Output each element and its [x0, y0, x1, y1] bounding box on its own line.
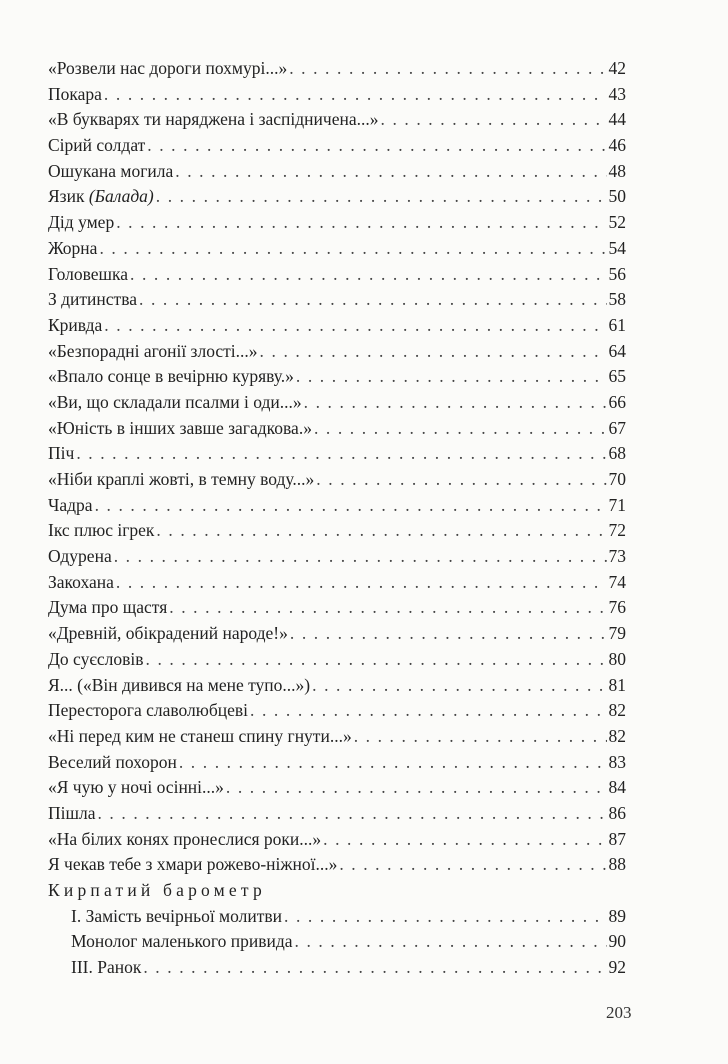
toc-entry — [48, 852, 626, 878]
toc-entry-title — [48, 262, 128, 288]
toc-entry — [48, 467, 626, 493]
toc-page-number: 82 — [608, 700, 626, 721]
toc-page-number: 46 — [608, 135, 626, 156]
toc-entry — [48, 56, 626, 82]
dot-leader — [97, 801, 606, 827]
toc-page-number: 56 — [608, 263, 626, 284]
toc-entry-title-text: «Впало сонце в вечірню куряву.» — [48, 366, 294, 387]
toc-entry-title — [48, 133, 145, 159]
toc-entry — [48, 262, 626, 288]
dot-leader — [354, 724, 607, 750]
toc-page-number: 89 — [608, 905, 626, 926]
dot-leader — [381, 107, 607, 133]
section-list — [48, 904, 626, 981]
toc-entry-title-text: Головешка — [48, 263, 128, 284]
toc-entry — [48, 673, 626, 699]
dot-leader — [104, 313, 606, 339]
toc-page-number: 65 — [608, 366, 626, 387]
table-of-contents — [48, 56, 626, 981]
toc-page-number: 70 — [608, 469, 626, 489]
toc-entry-title-text: «На білих конях пронеслися роки...» — [48, 828, 322, 849]
toc-entry-title — [48, 107, 379, 133]
dot-leader — [304, 390, 607, 416]
toc-page-number: 73 — [608, 546, 626, 567]
toc-entry-title — [48, 750, 177, 776]
toc-page-number: 61 — [608, 314, 626, 335]
toc-page-number: 50 — [608, 186, 626, 207]
toc-entry-title-text: До суєсловів — [48, 648, 144, 669]
toc-entry — [48, 82, 626, 108]
toc-entry-title — [48, 621, 288, 647]
toc-entry-title — [48, 647, 144, 673]
toc-entry-title-text: Одурена — [48, 546, 112, 567]
toc-entry-title-text: Дід умер — [48, 212, 115, 233]
toc-page-number: 90 — [608, 931, 626, 952]
toc-entry-title-text: З дитинства — [48, 289, 138, 310]
toc-page-number: 68 — [608, 443, 626, 464]
toc-entry-title-text: «Древній, обікрадений народе!» — [48, 623, 288, 644]
toc-page-number: 67 — [608, 417, 626, 438]
toc-page-number: 86 — [608, 802, 626, 823]
toc-entry-title — [71, 904, 282, 930]
toc-page-number: 79 — [608, 623, 626, 644]
toc-entry-title — [48, 827, 321, 853]
toc-entry-title-text: «Розвели нас дороги похмурі...» — [48, 58, 288, 78]
dot-leader — [116, 210, 606, 236]
dot-leader — [284, 904, 606, 930]
toc-entry-title-text: «Безпорадні агонії злості...» — [48, 340, 258, 361]
toc-entry-title-italic: (Балада) — [88, 186, 154, 207]
dot-leader — [250, 698, 606, 724]
toc-entry — [48, 518, 626, 544]
toc-page-number: 71 — [608, 494, 626, 515]
dot-leader — [323, 827, 606, 853]
toc-entry-title — [48, 159, 173, 185]
toc-page-number: 84 — [608, 777, 626, 798]
toc-entry — [48, 775, 626, 801]
toc-entry-title — [48, 416, 312, 442]
toc-entry-title — [48, 339, 258, 365]
toc-entry-title — [48, 184, 154, 210]
toc-entry — [48, 364, 626, 390]
toc-entry — [48, 724, 626, 750]
toc-entry-title — [48, 390, 302, 416]
dot-leader — [146, 647, 607, 673]
toc-entry-title-text: «В букварях ти наряджена і заспідничена...» — [48, 109, 379, 130]
dot-leader — [95, 493, 607, 519]
dot-leader — [316, 467, 606, 493]
dot-leader — [114, 544, 607, 570]
toc-page-number: 44 — [608, 109, 626, 130]
toc-entry-title — [48, 518, 154, 544]
toc-entry-title — [71, 929, 293, 955]
toc-entry-title-text: «Юність в інших завше загадкова.» — [48, 417, 312, 438]
toc-subentry — [48, 955, 626, 981]
toc-entry — [48, 750, 626, 776]
toc-entry-title — [48, 673, 310, 699]
toc-entry-title-text: Язик — [48, 186, 85, 207]
toc-entry-title-text: Монолог маленького привида — [71, 931, 293, 952]
toc-entry — [48, 827, 626, 853]
dot-leader — [290, 621, 607, 647]
toc-entry-title — [48, 852, 337, 878]
dot-leader — [339, 852, 606, 878]
toc-page-number: 42 — [608, 58, 626, 78]
toc-page-number: 48 — [608, 160, 626, 181]
toc-entry-title — [48, 595, 167, 621]
toc-entry-title-text: Чадра — [48, 494, 93, 515]
toc-entry-title — [48, 724, 352, 750]
toc-entry — [48, 493, 626, 519]
toc-page-number: 74 — [608, 571, 626, 592]
toc-entry — [48, 107, 626, 133]
toc-entry — [48, 287, 626, 313]
toc-entry-title-text: Кривда — [48, 314, 103, 335]
toc-list — [48, 56, 626, 878]
toc-entry — [48, 210, 626, 236]
dot-leader — [104, 82, 607, 108]
toc-page-number: 87 — [608, 828, 626, 849]
toc-entry-title-text: «Я чую у ночі осінні...» — [48, 777, 224, 798]
toc-entry-title-text: Пішла — [48, 802, 96, 823]
toc-entry — [48, 159, 626, 185]
toc-entry-title — [48, 364, 294, 390]
toc-entry — [48, 184, 626, 210]
toc-entry — [48, 621, 626, 647]
dot-leader — [314, 416, 607, 442]
toc-entry-title-text: Жорна — [48, 237, 98, 258]
toc-page-number: 76 — [608, 597, 626, 618]
toc-entry — [48, 133, 626, 159]
dot-leader — [130, 262, 607, 288]
toc-entry-title-text: Сірий солдат — [48, 135, 146, 156]
toc-entry-title-text: І. Замість вечірньої молитви — [71, 905, 283, 926]
toc-page-number: 72 — [608, 520, 626, 541]
dot-leader — [175, 159, 606, 185]
toc-subentry — [48, 929, 626, 955]
toc-entry-title-text: Покара — [48, 83, 102, 104]
toc-entry-title-text: Піч — [48, 443, 75, 464]
toc-entry — [48, 544, 626, 570]
dot-leader — [156, 184, 607, 210]
toc-entry — [48, 441, 626, 467]
toc-entry-title — [71, 955, 141, 981]
toc-entry — [48, 236, 626, 262]
toc-entry — [48, 647, 626, 673]
toc-entry-title-text: Веселий похорон — [48, 751, 177, 772]
dot-leader — [169, 595, 606, 621]
toc-subentry — [48, 904, 626, 930]
toc-page-number: 83 — [608, 751, 626, 772]
toc-page-number: 92 — [608, 957, 626, 978]
toc-page-number: 54 — [608, 237, 626, 258]
toc-entry-title-text: «Ви, що складали псалми і оди...» — [48, 391, 302, 412]
toc-entry — [48, 801, 626, 827]
dot-leader — [260, 339, 607, 365]
toc-page-number: 81 — [608, 674, 626, 695]
toc-page-number: 43 — [608, 83, 626, 104]
toc-page-number: 88 — [608, 854, 626, 875]
dot-leader — [296, 364, 607, 390]
toc-entry — [48, 698, 626, 724]
toc-entry-title-text: Дума про щастя — [48, 597, 168, 618]
toc-entry-title — [48, 570, 114, 596]
toc-page-number: 82 — [608, 725, 626, 746]
toc-entry-title-text: «Ніби краплі жовті, в темну воду...» — [48, 469, 315, 489]
toc-entry-title-text: Закохана — [48, 571, 114, 592]
toc-page-number: 58 — [608, 289, 626, 310]
dot-leader — [76, 441, 606, 467]
toc-entry-title-text: Я... («Він дивився на мене тупо...») — [48, 674, 311, 695]
section-heading: Кирпатий барометр — [48, 880, 266, 900]
dot-leader — [139, 287, 606, 313]
toc-entry-title — [48, 287, 137, 313]
toc-entry-title — [48, 493, 93, 519]
dot-leader — [226, 775, 607, 801]
toc-entry-title — [48, 467, 314, 493]
toc-entry-title-text: ІІІ. Ранок — [71, 957, 142, 978]
toc-entry-title — [48, 313, 102, 339]
toc-entry-title — [48, 441, 74, 467]
page-number: 203 — [606, 1003, 632, 1022]
toc-entry-title — [48, 236, 97, 262]
dot-leader — [99, 236, 606, 262]
toc-entry — [48, 570, 626, 596]
dot-leader — [312, 673, 606, 699]
toc-page-number: 64 — [608, 340, 626, 361]
toc-entry-title — [48, 82, 102, 108]
toc-entry-title-text: «Ні перед ким не станеш спину гнути...» — [48, 725, 352, 746]
dot-leader — [295, 929, 607, 955]
toc-entry-title — [48, 698, 248, 724]
toc-entry-title — [48, 544, 112, 570]
toc-entry — [48, 339, 626, 365]
toc-entry-title — [48, 775, 224, 801]
toc-entry — [48, 416, 626, 442]
dot-leader — [179, 750, 607, 776]
toc-entry — [48, 313, 626, 339]
toc-page-number: 66 — [608, 391, 626, 412]
toc-entry-title-text: Ошукана могила — [48, 160, 174, 181]
toc-entry-title-text: Ікс плюс ігрек — [48, 520, 155, 541]
dot-leader — [156, 518, 606, 544]
toc-entry-title-text: Пересторога славолюбцеві — [48, 700, 249, 721]
dot-leader — [143, 955, 606, 981]
toc-page-number: 80 — [608, 648, 626, 669]
toc-entry — [48, 595, 626, 621]
dot-leader — [147, 133, 606, 159]
toc-page-number: 52 — [608, 212, 626, 233]
toc-entry-title-text: Я чекав тебе з хмари рожево-ніжної...» — [48, 854, 338, 875]
toc-entry-title — [48, 210, 114, 236]
toc-entry — [48, 390, 626, 416]
dot-leader — [116, 570, 607, 596]
dot-leader — [289, 56, 606, 82]
toc-entry-title — [48, 801, 95, 827]
toc-entry-title — [48, 56, 287, 82]
